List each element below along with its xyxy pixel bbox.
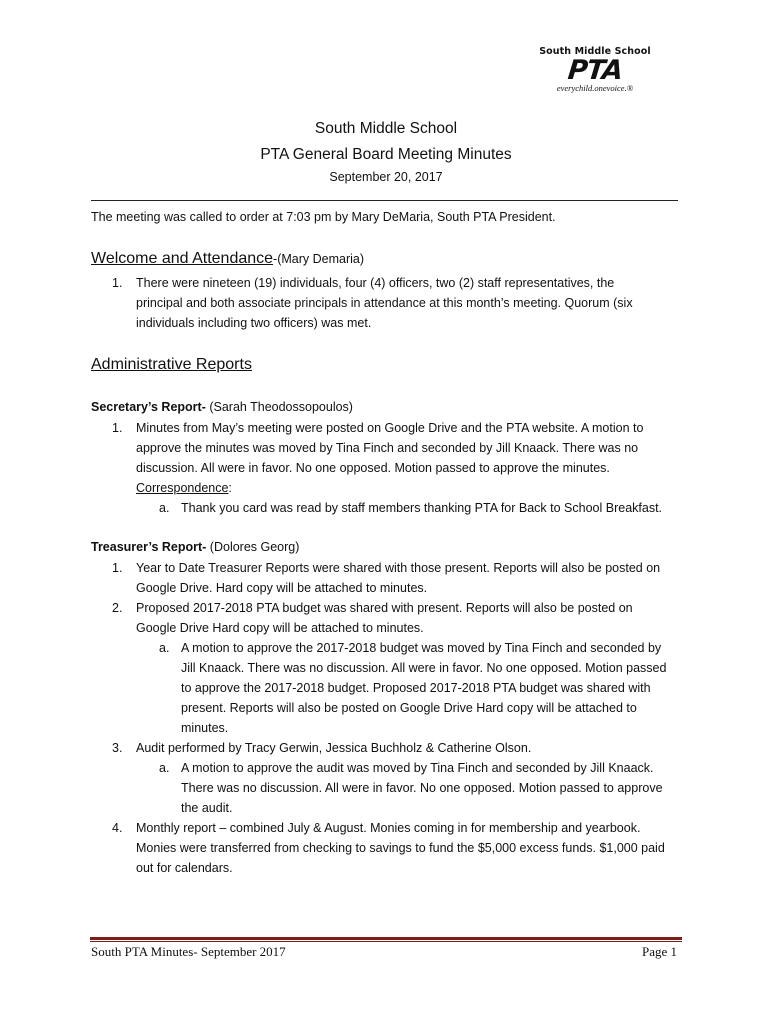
text-line: the audit.	[181, 801, 233, 815]
text-line: Monthly report – combined July & August. Monies coming in for membership and yearbook.	[136, 821, 641, 835]
secretary-label: Secretary’s Report-	[91, 400, 206, 414]
footer-title: South PTA Minutes- September 2017	[91, 944, 286, 959]
treasurer-item-3a	[181, 758, 663, 818]
text-line: to approve the 2017-2018 budget. Proposed 2017-2018 PTA budget was shared with	[181, 681, 651, 695]
text-line: discussion. All were in favor. No one opposed. Motion passed to approve the minutes.	[136, 461, 610, 475]
text-line: There was no discussion. All were in favor. No one opposed. Motion passed to approve	[181, 781, 663, 795]
text-line: approve the minutes was moved by Tina Finch and seconded by Jill Knaack. There was no	[136, 441, 639, 455]
logo-school-name: South Middle School	[539, 46, 651, 57]
secretary-presenter: (Sarah Theodossopoulos)	[205, 400, 353, 414]
treasurer-item-4-number: 4.	[112, 821, 123, 835]
welcome-item-1	[136, 273, 633, 333]
secretary-item-1-number: 1.	[112, 421, 123, 435]
logo-pta-mark: PTA	[566, 55, 624, 86]
text-line: Google Drive Hard copy will be attached to minutes.	[136, 621, 424, 635]
treasurer-item-2-number: 2.	[112, 601, 123, 615]
secretary-subheading	[91, 400, 353, 414]
doc-date: September 20, 2017	[329, 170, 443, 184]
text-line: Audit performed by Tracy Gerwin, Jessica Buchholz & Catherine Olson.	[136, 741, 532, 755]
doc-meeting-title: PTA General Board Meeting Minutes	[260, 146, 512, 163]
text-line: present. Reports will also be posted on Google Drive Hard copy will be attached to	[181, 701, 637, 715]
treasurer-presenter: (Dolores Georg)	[206, 540, 300, 554]
treasurer-item-2	[136, 598, 633, 638]
welcome-heading	[91, 250, 364, 268]
page-number: Page 1	[642, 944, 678, 959]
text-line: principal and both associate principals in attendance at this month’s meeting. Quorum (six	[136, 296, 633, 310]
text-line: minutes.	[181, 721, 229, 735]
text-line: A motion to approve the 2017-2018 budget was moved by Tina Finch and seconded by	[181, 641, 662, 655]
treasurer-item-2a-letter: a.	[159, 641, 170, 655]
welcome-presenter: -(Mary Demaria)	[273, 252, 365, 266]
secretary-sub-a-letter: a.	[159, 501, 170, 515]
treasurer-item-2a	[181, 638, 666, 738]
correspondence-label: Correspondence	[136, 481, 229, 495]
text-line: Monies were transferred from checking to savings to fund the $5,000 excess funds. $1,000 paid	[136, 841, 665, 855]
treasurer-item-1	[136, 558, 660, 598]
treasurer-item-3-number: 3.	[112, 741, 123, 755]
text-line: individuals including two officers) was met.	[136, 316, 372, 330]
text-line: Google Drive. Hard copy will be attached to minutes.	[136, 581, 428, 595]
pta-logo	[535, 46, 655, 93]
correspondence-line	[136, 478, 643, 498]
doc-school-title: South Middle School	[314, 120, 458, 137]
text-line: There were nineteen (19) individuals, four (4) officers, two (2) staff representatives, the	[136, 276, 615, 290]
text-line: Year to Date Treasurer Reports were shared with those present. Reports will also be posted on	[136, 561, 661, 575]
call-to-order: The meeting was called to order at 7:03 pm by Mary DeMaria, South PTA President.	[91, 210, 556, 224]
header-divider	[91, 200, 678, 201]
treasurer-subheading	[91, 540, 299, 554]
footer-divider-thin	[90, 941, 682, 942]
admin-heading	[91, 356, 252, 374]
text-line: A motion to approve the audit was moved by Tina Finch and seconded by Jill Knaack.	[181, 761, 654, 775]
text-line: Minutes from May’s meeting were posted on Google Drive and the PTA website. A motion to	[136, 421, 644, 435]
text-line: Proposed 2017-2018 PTA budget was shared with present. Reports will also be posted on	[136, 601, 633, 615]
logo-tagline: everychild.onevoice.®	[556, 83, 634, 93]
footer-divider-thick	[90, 937, 682, 940]
text-line: Jill Knaack. There was no discussion. All were in favor. No one opposed. Motion passed	[181, 661, 667, 675]
treasurer-item-3	[136, 738, 531, 758]
treasurer-item-1-number: 1.	[112, 561, 123, 575]
welcome-heading-text: Welcome and Attendance	[91, 250, 274, 267]
treasurer-label: Treasurer’s Report-	[91, 540, 207, 554]
treasurer-item-4	[136, 818, 665, 878]
welcome-item-1-number: 1.	[112, 276, 123, 290]
secretary-item-1	[136, 418, 643, 498]
treasurer-item-3a-letter: a.	[159, 761, 170, 775]
admin-heading-text: Administrative Reports	[91, 356, 252, 373]
secretary-sub-a: Thank you card was read by staff members thanking PTA for Back to School Breakfast.	[181, 501, 663, 515]
colon: :	[228, 481, 232, 495]
text-line: out for calendars.	[136, 861, 233, 875]
